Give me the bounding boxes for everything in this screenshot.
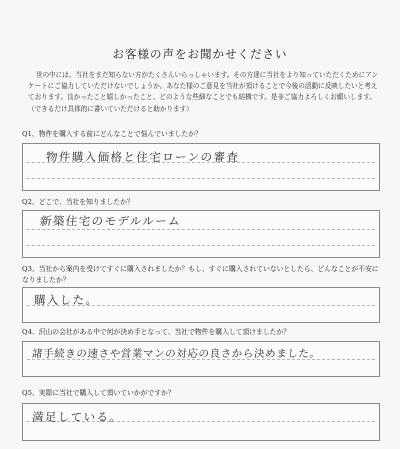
question-2-label: Q2、どこで、当社を知りましたか？ bbox=[22, 198, 134, 206]
question-3-label: Q3、当社から案内を受けてすぐに購入されましたか？もし、すぐに購入されていないとしたら、どんなことが不安になりましたか？ bbox=[22, 265, 379, 284]
answer-4-handwriting: 諸手続きの速さや営業マンの対応の良さから決めました。 bbox=[31, 348, 321, 360]
answer-3-handwriting: 購入した。 bbox=[33, 293, 99, 307]
question-5-label: Q5、実際に当社で購入して頂いていかがですか？ bbox=[22, 389, 175, 397]
answer-line bbox=[27, 229, 375, 230]
question-4-label: Q4、沢山の会社がある中で何が決め手となって、当社で物件を購入して頂けましたか？ bbox=[22, 328, 291, 336]
answer-line bbox=[27, 245, 375, 246]
answer-2-handwriting: 新築住宅のモデルルーム bbox=[39, 214, 182, 228]
answer-5-handwriting: 満足している。 bbox=[31, 410, 123, 424]
answer-line bbox=[27, 178, 375, 179]
answer-1-handwriting: 物件購入価格と住宅ローンの審査 bbox=[45, 150, 240, 164]
page-title: お客様の声をお聞かせください bbox=[112, 47, 288, 61]
intro-paragraph: 世の中には、当社をまだ知らない方がたくさんいらっしゃいます。その方達に当社をより知っていただくためにアンケートにご協力していただけないでしょうか。あなた様のご意見を当社が頂けることで今後の活動に反映したいと考えております。良かったこと嬉しかったこと、どのような些細なことでも結構です。是非ご協力よろしくお願いします。（できるだけ具体的に書いていただけると助かります） bbox=[28, 71, 379, 113]
question-1-label: Q1、物件を購入する前にどんなことで悩んでいましたか？ bbox=[22, 130, 202, 138]
